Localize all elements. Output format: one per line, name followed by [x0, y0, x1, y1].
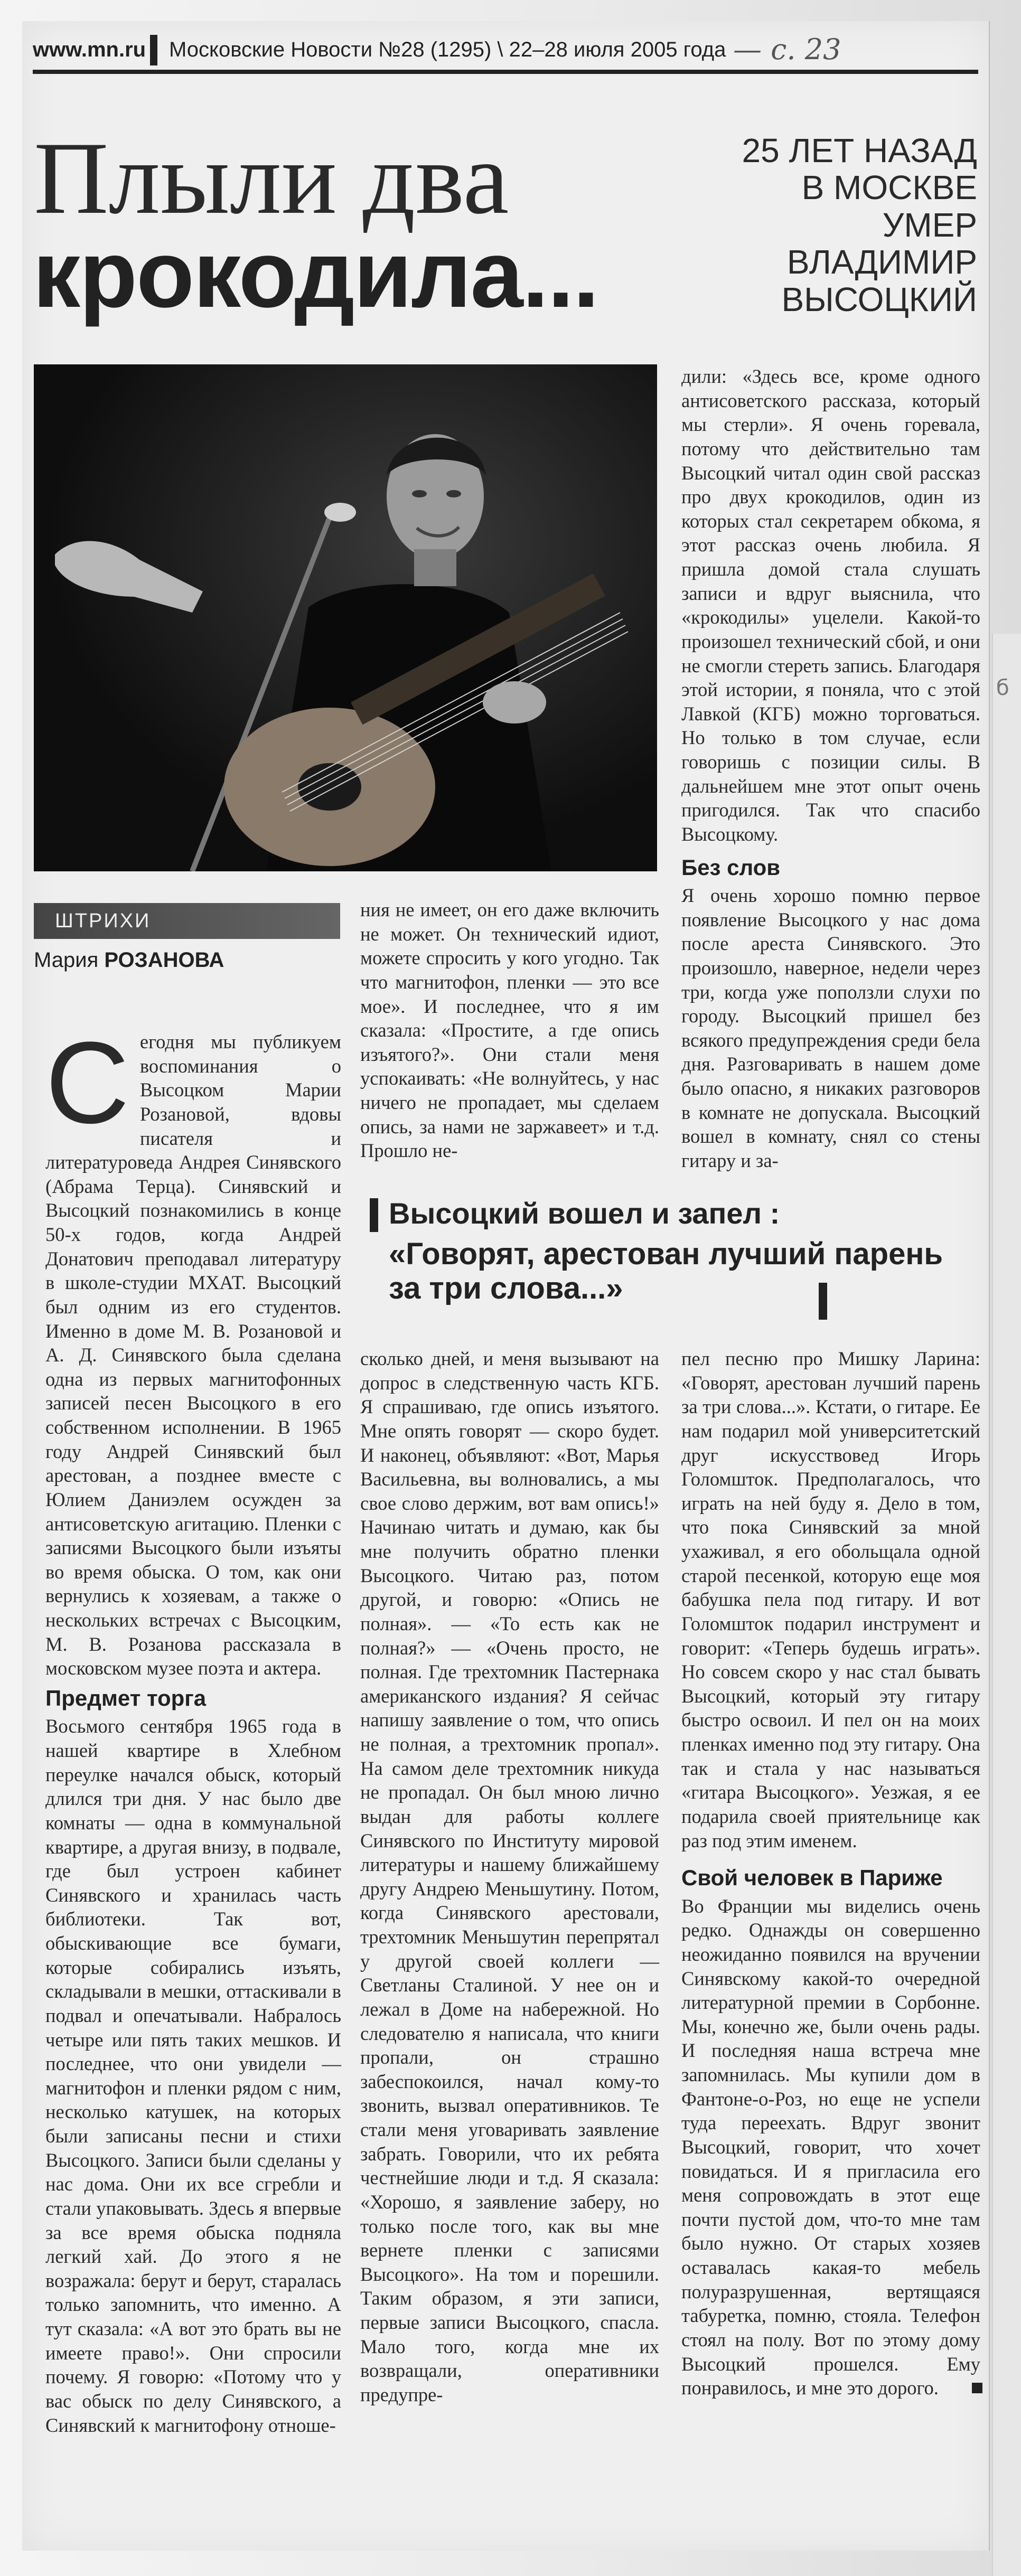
article-intro: егодня мы публикуем воспоминания о Высоцком Марии Розановой, вдовы писателя и литературоведа Андрея Синявского (Абрама Терца). Синявский и Высоцкий познакомились в конце 50-х годов, когда Андрей Донатович преподавал литературу в школе-студии МХАТ. Высоцкий был одним из его студентов. Именно в доме М. В. Розановой и А. Д. Синявского была сделана одна из первых магнитофонных записей песен Высоцкого в его собственном исполнении. В 1965 году Андрей Синявский был арестован, а позднее вместе с Юлием Даниэлем осужден за антисоветскую агитацию. Пленки с записями Высоцкого были изъяты во время обыска. О том, как они вернулись к хозяевам, а также о нескольких встречах с Высоцким, М. В. Розанова рассказала в московском музее поэта и актера. — [45, 1031, 341, 1679]
page-header — [33, 33, 978, 74]
article-column-3-top — [681, 364, 980, 1173]
article-paragraph: Я очень хорошо помню первое появление Высоцкого у нас дома после ареста Синявского. Это произошло, наверное, недели через три, когда уже поползли слухи по городу. Высоцкий пришел без всякого предупреждения среди бела дня. Разговаривать в нашем доме было опасно, я никаких разговоров в комнате не допускала. Высоцкий вошел в комнату, снял со стены гитару и за- — [681, 885, 980, 1171]
deck-line: В МОСКВЕ — [801, 168, 977, 207]
side-page-mark: б — [996, 676, 1009, 700]
article-column-2-top — [360, 898, 659, 1163]
subhead-svoi-chelovek: Свой человек в Париже — [681, 1865, 943, 1891]
article-paragraph: пел песню про Мишку Ларина: «Говорят, арестован лучший парень за три слова...». Кстати, о гитаре. Ее нам подарил мой университетский друг искусствовед Игорь Голомшток. Предполагалось, что играть на ней буду я. Дело в том, что пока Синявский за мной ухаживал, я его обольщала одной старой песенкой, которую еще моя бабушка пела под гитару. И вот Голомшток подарил инструмент и говорит: «Теперь будешь играть». Но совсем скоро у нас стал бывать Высоцкий, который эту гитару быстро освоил. И пел он на моих пленках именно под эту гитару. Она так и стала у нас называться «гитара Высоцкого». Уезжая, я ее подарила своей приятельнице как раз под этим именем. — [681, 1348, 980, 1851]
deck-line: ВЛАДИМИР — [786, 243, 977, 281]
deck-line: УМЕР — [882, 205, 977, 244]
drop-cap: С — [45, 1018, 129, 1148]
author-last-name: РОЗАНОВА — [104, 948, 224, 972]
author-first-name: Мария — [34, 948, 99, 972]
adjacent-page-strip — [992, 634, 1021, 2576]
pull-quote-bar — [819, 1283, 827, 1320]
article-column-2-bottom — [360, 1347, 659, 2407]
section-kicker: ШТРИХИ — [34, 903, 340, 939]
pull-quote-bar — [370, 1198, 378, 1232]
article-column-1 — [45, 1018, 341, 2437]
subhead-predmet-torga: Предмет торга — [45, 1685, 207, 1710]
article-paragraph: Во Франции мы виделись очень редко. Однажды он совершенно неожиданно появился на вручении Синявскому какой-то очередной литературной премии в Сорбонне. Мы, конечно же, были очень рады. И последняя наша встреча мне запомнилась. Мы купили дом в Фантоне-о-Роз, но еще не успели туда переехать. Вдруг звонит Высоцкий, говорит, что хочет повидаться. И я пригласила его меня сопровождать в этот еще почти пустой дом, что-то мне там было нужно. От старых хозяев оставалась какая-то мебель полуразрушенная, вертящаяся табуретка, помню, стояла. Телефон стоял на полу. Вот по этому дому Высоцкий прошелся. Ему понравилось, и мне это дорого. — [681, 1895, 980, 2399]
subhead-bez-slov: Без слов — [681, 854, 781, 880]
headline-line-2: крокодила... — [33, 221, 598, 327]
singer-with-guitar-illustration — [34, 364, 657, 871]
headline-line-1: Плыли два — [34, 121, 509, 236]
issue-info: Московские Новости №28 (1295) \ 22–28 июля 2005 года — [169, 38, 726, 61]
end-of-article-mark — [972, 2383, 982, 2393]
article-column-3-bottom — [681, 1347, 980, 2400]
headline-deck — [708, 132, 977, 318]
concert-photo — [34, 364, 657, 871]
site-url[interactable]: www.mn.ru — [33, 38, 146, 61]
handwritten-note: — с. 23 — [733, 33, 841, 66]
deck-line: 25 ЛЕТ НАЗАД — [742, 131, 977, 170]
article-paragraph: Восьмого сентября 1965 года в нашей квартире в Хлебном переулке начался обыск, который длился три дня. У нас было две комнаты — одна в коммунальной квартире, а другая внизу, в подвале, где был устроен кабинет Синявского и хранилась часть библиотеки. Так вот, обыскивающие все бумаги, которые собирались изъять, складывали в мешки, оттаскивали в подвал и опечатывали. Набралось четыре или пять таких мешков. И последнее, что они увидели — магнитофон и пленки рядом с ним, несколько катушек, на которых были записаны песни и стихи Высоцкого. Записи были сделаны у нас дома. Они их все сгребли и стали упаковывать. Здесь я впервые за все время обыска подняла легкий хай. До этого я не возражала: берут и берут, старалась только запомнить, что именно. А тут сказала: «А вот это брать вы не имеете право!». Они спросили почему. Я говорю: «Потому что у вас обыск по делу Синявского, а Синявский к магнитофону отноше- — [45, 1715, 341, 2436]
article-paragraph: ния не имеет, он его даже включить не может. Он технический идиот, можете спросить у кого угодно. Так что магнитофон, пленки — это все мое». И последнее, что я им сказала: «Простите, а где опись изъятого?». Они стали меня успокаивать: «Не волнуйтесь, у нас ничего не пропадает, мы сделаем опись, за нами не заржавеет» и т.д. Прошло не- — [360, 899, 659, 1162]
article-paragraph: дили: «Здесь все, кроме одного антисоветского рассказа, который мы стерли». Я очень горевала, потому что действительно там Высоцкий читал один свой рассказ про двух крокодилов, один из которых стал секретарем обкома, я этот рассказ очень любила. Я пришла домой стала слушать записи и вдруг выяснила, что «крокодилы» уцелели. Какой-то произошел технический сбой, и они не смогли стереть запись. Благодаря этой истории, я поняла, что с этой Лавкой (КГБ) можно торговаться. Но только в том случае, если говоришь с позиции силы. В дальнейшем мне этот опыт очень пригодился. Так что спасибо Высоцкому. — [681, 365, 980, 845]
article-paragraph: сколько дней, и меня вызывают на допрос в следственную часть КГБ. Я спрашиваю, где опись изъятого. Мне опять говорят — скоро будет. И наконец, объявляют: «Вот, Марья Васильевна, вы волновались, а мы свое слово держим, вот вам опись!» Начинаю читать и думаю, как бы мне получить обратно пленки Высоцкого. Читаю раз, потом другой, и говорю: «Опись не полная». — «То есть как не полная?» — «Очень просто, не полная. Где трехтомник Пастернака американского издания? Я сейчас напишу заявление о том, что опись не полная, а трехтомник пропал». На самом деле трехтомник никуда не пропадал. Он был мною лично выдан для работы коллеге Синявского по Институту мировой литературы и нашему ближайшему другу Андрею Меньшутину. Потом, когда Синявского арестовали, трехтомник Меньшутин перепрятал у другой своей коллеги — Светланы Сталиной. У нее он и лежал в Доме на набережной. Но следователю я написала, что книги пропали, он страшно забеспокоился, начал кому-то звонить, вызвал оперативников. Те стали меня уговаривать заявление забрать. Говорили, что их ребята честнейшие люди и т.д. Я сказала: «Хорошо, я заявление заберу, но только после того, как вы мне вернете пленки с записями Высоцкого». На том и порешили. Таким образом, я эти записи, первые записи Высоцкого, спасла. Мало того, когда мне их возвращали, оперативники предупре- — [360, 1348, 659, 2405]
pull-quote-line-1: Высоцкий вошел и запел : — [389, 1197, 780, 1230]
deck-line: ВЫСОЦКИЙ — [781, 280, 977, 318]
pull-quote-line-2: «Говорят, арестован лучший парень за три слова...» — [389, 1237, 943, 1305]
header-separator — [150, 35, 157, 65]
byline — [34, 948, 224, 972]
